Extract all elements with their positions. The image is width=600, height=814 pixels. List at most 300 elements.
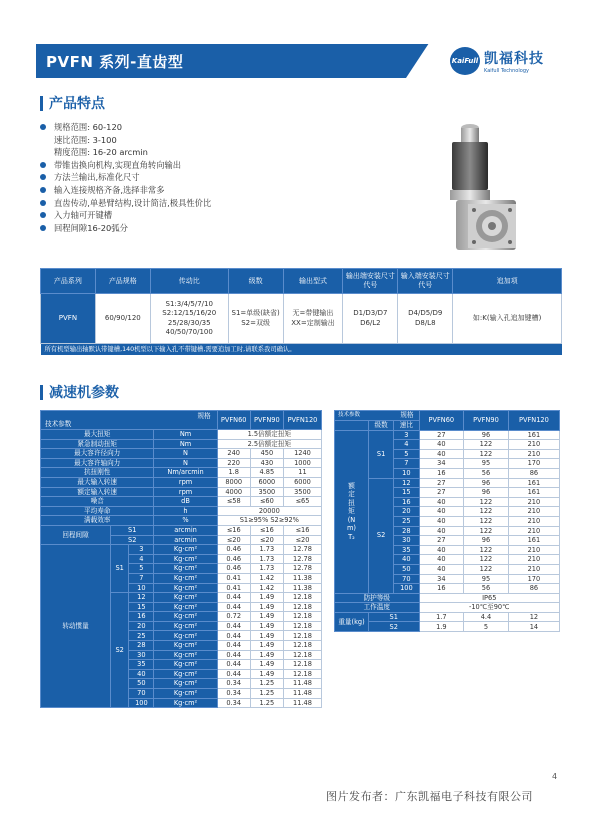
logo-cn: 凯福科技 [484, 51, 544, 67]
param-value: ≤58 [217, 497, 250, 507]
feature-item [40, 184, 211, 197]
stage-label: S1 [369, 612, 420, 622]
code-table-cell: D4/D5/D9 D8/L8 [398, 294, 453, 344]
param-value: 12.78 [283, 554, 321, 564]
param-value: 1.49 [250, 669, 283, 679]
param-unit: Kg·cm² [154, 573, 217, 583]
code-table-note: 所有机型输出轴默认带键槽,140机型以下输入孔不带键槽,需要追加工时,请联系我司确认。 [41, 344, 562, 355]
param-value: 0.44 [217, 641, 250, 651]
param-value: 1.7 [419, 612, 464, 622]
ratio-label: 4 [394, 440, 419, 450]
code-table-cell: 60/90/120 [95, 294, 150, 344]
param-value: 0.44 [217, 669, 250, 679]
param-value: 96 [464, 430, 509, 440]
param-value: 1.5倍额定扭矩 [217, 430, 321, 440]
ratio-label: 50 [129, 679, 154, 689]
param-unit: Kg·cm² [154, 679, 217, 689]
code-table-cell: PVFN [41, 294, 96, 344]
ratio-label: 7 [129, 573, 154, 583]
param-unit: % [154, 516, 217, 526]
ratio-label: 20 [394, 507, 419, 517]
ratio-label: 100 [394, 584, 419, 594]
company-logo [450, 47, 544, 75]
param-value: 40 [419, 449, 464, 459]
param-value: 6000 [250, 477, 283, 487]
param-value: 40 [419, 507, 464, 517]
param-value: ≤20 [283, 535, 321, 545]
param-unit: Kg·cm² [154, 631, 217, 641]
param-value: 6000 [283, 477, 321, 487]
param-value: 1240 [283, 449, 321, 459]
feature-item [40, 222, 211, 235]
protection-value: IP65 [419, 593, 560, 603]
param-value: 12.18 [283, 641, 321, 651]
param-value: 1.73 [250, 545, 283, 555]
param-unit: N [154, 458, 217, 468]
ratio-label: 16 [129, 612, 154, 622]
param-value: 170 [508, 574, 559, 584]
param-value: 16 [419, 584, 464, 594]
param-value: 0.34 [217, 698, 250, 708]
param-value: 27 [419, 430, 464, 440]
spec-table-left [40, 410, 322, 708]
param-value: 430 [250, 458, 283, 468]
param-value: 210 [508, 564, 559, 574]
code-table-header-cell: 传动比 [150, 269, 228, 294]
param-value: 95 [464, 574, 509, 584]
corner-top-label: 规格 [197, 412, 211, 420]
param-unit: Kg·cm² [154, 564, 217, 574]
param-value: 0.44 [217, 621, 250, 631]
param-value: 210 [508, 545, 559, 555]
ratio-label: 5 [394, 449, 419, 459]
param-value: 122 [464, 545, 509, 555]
param-unit: Kg·cm² [154, 650, 217, 660]
param-value: 1.49 [250, 593, 283, 603]
param-value: 0.46 [217, 564, 250, 574]
param-unit: rpm [154, 477, 217, 487]
param-value: 0.44 [217, 660, 250, 670]
param-value: 12.18 [283, 593, 321, 603]
param-value: 0.46 [217, 545, 250, 555]
param-value: 122 [464, 507, 509, 517]
param-value: 40 [419, 516, 464, 526]
param-value: 0.41 [217, 583, 250, 593]
param-value: 210 [508, 449, 559, 459]
param-value: 12 [508, 612, 559, 622]
param-value: 56 [464, 468, 509, 478]
param-value: 161 [508, 478, 559, 488]
corner-bottom-label: 技术参数 [338, 412, 361, 419]
spec-row [41, 506, 322, 516]
code-table-row [41, 294, 562, 344]
heading-bar [40, 96, 43, 111]
param-value: 3500 [250, 487, 283, 497]
param-value: 210 [508, 516, 559, 526]
param-name: 平均寿命 [41, 506, 154, 516]
param-value: 4000 [217, 487, 250, 497]
bullet-icon [40, 225, 46, 231]
page-number: 4 [552, 772, 558, 781]
ratio-label: 5 [129, 564, 154, 574]
param-value: 161 [508, 488, 559, 498]
param-value: 11.38 [283, 583, 321, 593]
feature-text: 入力轴可开键槽 [54, 210, 113, 221]
stage-label: S2 [111, 535, 154, 545]
param-value: 1.42 [250, 583, 283, 593]
protection-label: 防护等级 [335, 593, 420, 603]
feature-subtext: 精度范围: 16-20 arcmin [54, 147, 148, 158]
param-value: 1.73 [250, 554, 283, 564]
param-value: 12.18 [283, 650, 321, 660]
param-value: 122 [464, 526, 509, 536]
param-value: 1.49 [250, 621, 283, 631]
param-value: 56 [464, 584, 509, 594]
param-unit: h [154, 506, 217, 516]
ratio-label: 10 [129, 583, 154, 593]
param-value: 3500 [283, 487, 321, 497]
feature-item [40, 171, 211, 184]
ratio-label: 35 [394, 545, 419, 555]
param-unit: Kg·cm² [154, 698, 217, 708]
ratio-label: 70 [129, 689, 154, 699]
param-value: 0.44 [217, 593, 250, 603]
param-value: 96 [464, 488, 509, 498]
param-value: 210 [508, 507, 559, 517]
params-heading [40, 382, 119, 402]
bullet-icon [40, 162, 46, 168]
ratio-label: 7 [394, 459, 419, 469]
param-value: ≤16 [217, 525, 250, 535]
param-value: 5 [464, 622, 509, 632]
code-table-header-cell: 产品系列 [41, 269, 96, 294]
param-name: 抗扭刚性 [41, 468, 154, 478]
spec-row [335, 430, 560, 440]
ratio-label: 25 [394, 516, 419, 526]
param-unit: arcmin [154, 525, 217, 535]
bullet-icon [40, 187, 46, 193]
spec-row [41, 468, 322, 478]
ratio-label: 25 [129, 631, 154, 641]
code-table-cell: 无=带键输出 XX=定制输出 [283, 294, 343, 344]
stage-label: S2 [111, 593, 129, 708]
gearbox-product-image [440, 118, 530, 258]
feature-text: 输入连接规格齐备,选择非常多 [54, 184, 165, 195]
bullet-icon [40, 174, 46, 180]
param-unit: Kg·cm² [154, 593, 217, 603]
param-value: 12.18 [283, 612, 321, 622]
param-value: ≤20 [217, 535, 250, 545]
param-value: 12.18 [283, 631, 321, 641]
bullet-icon [40, 124, 46, 130]
ratio-label: 28 [394, 526, 419, 536]
code-table-header-cell: 追加项 [453, 269, 562, 294]
product-code-table [40, 268, 562, 355]
ratio-label: 50 [394, 564, 419, 574]
param-value: ≤20 [250, 535, 283, 545]
inertia-label: 转动惯量 [41, 545, 111, 708]
param-value: 1.25 [250, 698, 283, 708]
spec-row [335, 603, 560, 613]
param-value: 161 [508, 536, 559, 546]
param-value: 161 [508, 430, 559, 440]
param-value: 0.44 [217, 650, 250, 660]
param-value: 12.18 [283, 621, 321, 631]
param-value: 40 [419, 564, 464, 574]
param-unit: Kg·cm² [154, 689, 217, 699]
param-value: 450 [250, 449, 283, 459]
param-value: 12.78 [283, 564, 321, 574]
code-table-header-cell: 级数 [228, 269, 283, 294]
param-unit: Kg·cm² [154, 545, 217, 555]
code-table-cell: S1=单级(缺省) S2=双级 [228, 294, 283, 344]
param-value: 11 [283, 468, 321, 478]
param-value: 27 [419, 536, 464, 546]
param-value: 40 [419, 497, 464, 507]
code-table-header-cell: 输入端安装尺寸代号 [398, 269, 453, 294]
param-value: 1.49 [250, 631, 283, 641]
model-header: PVFN60 [419, 411, 464, 431]
param-value: 1.9 [419, 622, 464, 632]
param-unit: Kg·cm² [154, 660, 217, 670]
temp-value: -10℃至90℃ [419, 603, 560, 613]
ratio-label: 10 [394, 468, 419, 478]
ratio-label: 12 [394, 478, 419, 488]
stage-label: S2 [369, 478, 394, 593]
logo-en: Kaifull Technology [484, 68, 529, 74]
param-name: 紧急制动扭矩 [41, 439, 154, 449]
param-unit: Kg·cm² [154, 583, 217, 593]
features-title: 产品特点 [49, 96, 105, 112]
spec-table-right [334, 410, 560, 632]
param-value: 1.49 [250, 602, 283, 612]
logo-mark: KaiFull [450, 47, 480, 75]
param-value: 1.49 [250, 660, 283, 670]
feature-text: 规格范围: 60-120 [54, 122, 123, 132]
param-value: 12.18 [283, 660, 321, 670]
code-table-note-row [41, 344, 562, 355]
param-value: S1≥95% S2≥92% [217, 516, 321, 526]
param-value: 2.5倍额定扭矩 [217, 439, 321, 449]
spec-row [335, 593, 560, 603]
ratio-label: 35 [129, 660, 154, 670]
param-unit: dB [154, 497, 217, 507]
spec-corner [335, 411, 420, 421]
param-value: 122 [464, 440, 509, 450]
param-value: 96 [464, 478, 509, 488]
corner-bottom-label: 技术参数 [45, 419, 72, 428]
param-value: 240 [217, 449, 250, 459]
param-value: 1.25 [250, 689, 283, 699]
spec-row [335, 622, 560, 632]
ratio-label: 30 [129, 650, 154, 660]
spec-row [41, 458, 322, 468]
param-value: 0.44 [217, 602, 250, 612]
ratio-label: 20 [129, 621, 154, 631]
feature-item [40, 209, 211, 222]
param-value: 12.78 [283, 545, 321, 555]
param-value: 20000 [217, 506, 321, 516]
stage-label: S1 [369, 430, 394, 478]
param-value: 40 [419, 526, 464, 536]
spec-row [335, 411, 560, 421]
param-value: 11.38 [283, 573, 321, 583]
code-table-header [41, 269, 562, 294]
feature-subtext: 速比范围: 3-100 [54, 134, 117, 145]
param-value: 122 [464, 564, 509, 574]
param-name: 最大容许径向力 [41, 449, 154, 459]
feature-text: 方法兰输出,标准化尺寸 [54, 172, 140, 183]
param-value: 220 [217, 458, 250, 468]
spec-row [41, 525, 322, 535]
ratio-label: 3 [129, 545, 154, 555]
feature-text: 带锥齿换向机构,实现直角转向输出 [54, 159, 182, 170]
param-name: 最大输入转速 [41, 477, 154, 487]
param-unit: Kg·cm² [154, 554, 217, 564]
model-header: PVFN90 [250, 411, 283, 430]
params-title: 减速机参数 [49, 385, 119, 401]
param-value: 11.48 [283, 698, 321, 708]
param-value: 34 [419, 574, 464, 584]
ratio-label: 15 [129, 602, 154, 612]
param-value: 122 [464, 555, 509, 565]
backlash-label: 回程间隙 [41, 525, 111, 544]
ratio-label: 40 [129, 669, 154, 679]
param-value: 14 [508, 622, 559, 632]
code-table-cell: S1:3/4/5/7/10 S2:12/15/16/20 25/28/30/35 40/50/70/100 [150, 294, 228, 344]
page-header [36, 44, 566, 78]
ratio-label: 100 [129, 698, 154, 708]
spec-row [41, 449, 322, 459]
temp-label: 工作温度 [335, 603, 420, 613]
spec-row [41, 487, 322, 497]
param-value: 122 [464, 497, 509, 507]
param-value: 1000 [283, 458, 321, 468]
param-value: 96 [464, 536, 509, 546]
page-title: PVFN 系列-直齿型 [46, 53, 184, 71]
param-name: 满载效率 [41, 516, 154, 526]
param-value: 1.49 [250, 650, 283, 660]
stage-label: S1 [111, 525, 154, 535]
features-heading [40, 93, 105, 113]
code-table-header-cell: 产品规格 [95, 269, 150, 294]
ratio-label: 15 [394, 488, 419, 498]
param-value: 0.44 [217, 631, 250, 641]
param-value: 16 [419, 468, 464, 478]
stage-label: S2 [369, 622, 420, 632]
param-unit: Kg·cm² [154, 669, 217, 679]
bullet-icon [40, 212, 46, 218]
model-header: PVFN90 [464, 411, 509, 431]
param-value: 11.48 [283, 679, 321, 689]
param-value: 1.73 [250, 564, 283, 574]
ratio-col-header: 速比 [394, 421, 419, 431]
features-list [40, 121, 211, 234]
param-value: 210 [508, 440, 559, 450]
param-value: 170 [508, 459, 559, 469]
ratio-label: 16 [394, 497, 419, 507]
param-name: 噪音 [41, 497, 154, 507]
param-value: 12.18 [283, 602, 321, 612]
corner-top-label: 规格 [400, 411, 414, 420]
param-value: 1.8 [217, 468, 250, 478]
param-value: 1.42 [250, 573, 283, 583]
ratio-label: 12 [129, 593, 154, 603]
spec-row [41, 516, 322, 526]
feature-item [40, 159, 211, 172]
spec-row [41, 477, 322, 487]
param-value: 11.48 [283, 689, 321, 699]
ratio-label: 4 [129, 554, 154, 564]
logo-text [484, 48, 544, 74]
feature-text: 直齿传动,单悬臂结构,设计简洁,极具性价比 [54, 197, 212, 208]
ratio-label: 30 [394, 536, 419, 546]
code-table-header-cell: 输出型式 [283, 269, 343, 294]
param-value: 0.34 [217, 689, 250, 699]
ratio-label: 3 [394, 430, 419, 440]
param-value: 1.25 [250, 679, 283, 689]
param-value: 4.85 [250, 468, 283, 478]
param-unit: Kg·cm² [154, 612, 217, 622]
param-value: 86 [508, 468, 559, 478]
param-name: 最大扭矩 [41, 430, 154, 440]
publisher-watermark: 图片发布者：广东凯福电子科技有限公司 [326, 790, 533, 803]
ratio-label: 28 [129, 641, 154, 651]
feature-item [40, 197, 211, 210]
torque-corner [335, 421, 369, 431]
spec-row [41, 439, 322, 449]
param-value: 122 [464, 516, 509, 526]
feature-item [40, 121, 211, 159]
spec-row [41, 411, 322, 430]
param-value: 210 [508, 555, 559, 565]
stage-col-header: 级数 [369, 421, 394, 431]
param-unit: Nm [154, 439, 217, 449]
param-unit: Kg·cm² [154, 621, 217, 631]
spec-row [41, 545, 322, 555]
param-value: 122 [464, 449, 509, 459]
rated-torque-label: 额定扭矩(Nm)T₂ [335, 430, 369, 593]
param-name: 最大容许轴向力 [41, 458, 154, 468]
spec-corner [41, 411, 218, 430]
model-header: PVFN120 [508, 411, 559, 431]
param-value: 1.49 [250, 612, 283, 622]
param-unit: rpm [154, 487, 217, 497]
feature-text: 回程间隙16-20弧分 [54, 222, 128, 233]
ratio-label: 40 [394, 555, 419, 565]
bullet-icon [40, 200, 46, 206]
param-unit: arcmin [154, 535, 217, 545]
param-value: 40 [419, 440, 464, 450]
model-header: PVFN120 [283, 411, 321, 430]
param-unit: Nm [154, 430, 217, 440]
param-value: 40 [419, 555, 464, 565]
code-table-header-cell: 输出端安装尺寸代号 [343, 269, 398, 294]
param-unit: Kg·cm² [154, 602, 217, 612]
stage-label: S1 [111, 545, 129, 593]
param-value: 8000 [217, 477, 250, 487]
spec-row [41, 430, 322, 440]
param-value: 0.41 [217, 573, 250, 583]
param-value: 95 [464, 459, 509, 469]
param-unit: Nm/arcmin [154, 468, 217, 478]
param-value: 27 [419, 488, 464, 498]
heading-bar [40, 385, 43, 400]
spec-row [335, 612, 560, 622]
weight-label: 重量(kg) [335, 612, 369, 631]
param-value: ≤65 [283, 497, 321, 507]
spec-row [335, 478, 560, 488]
